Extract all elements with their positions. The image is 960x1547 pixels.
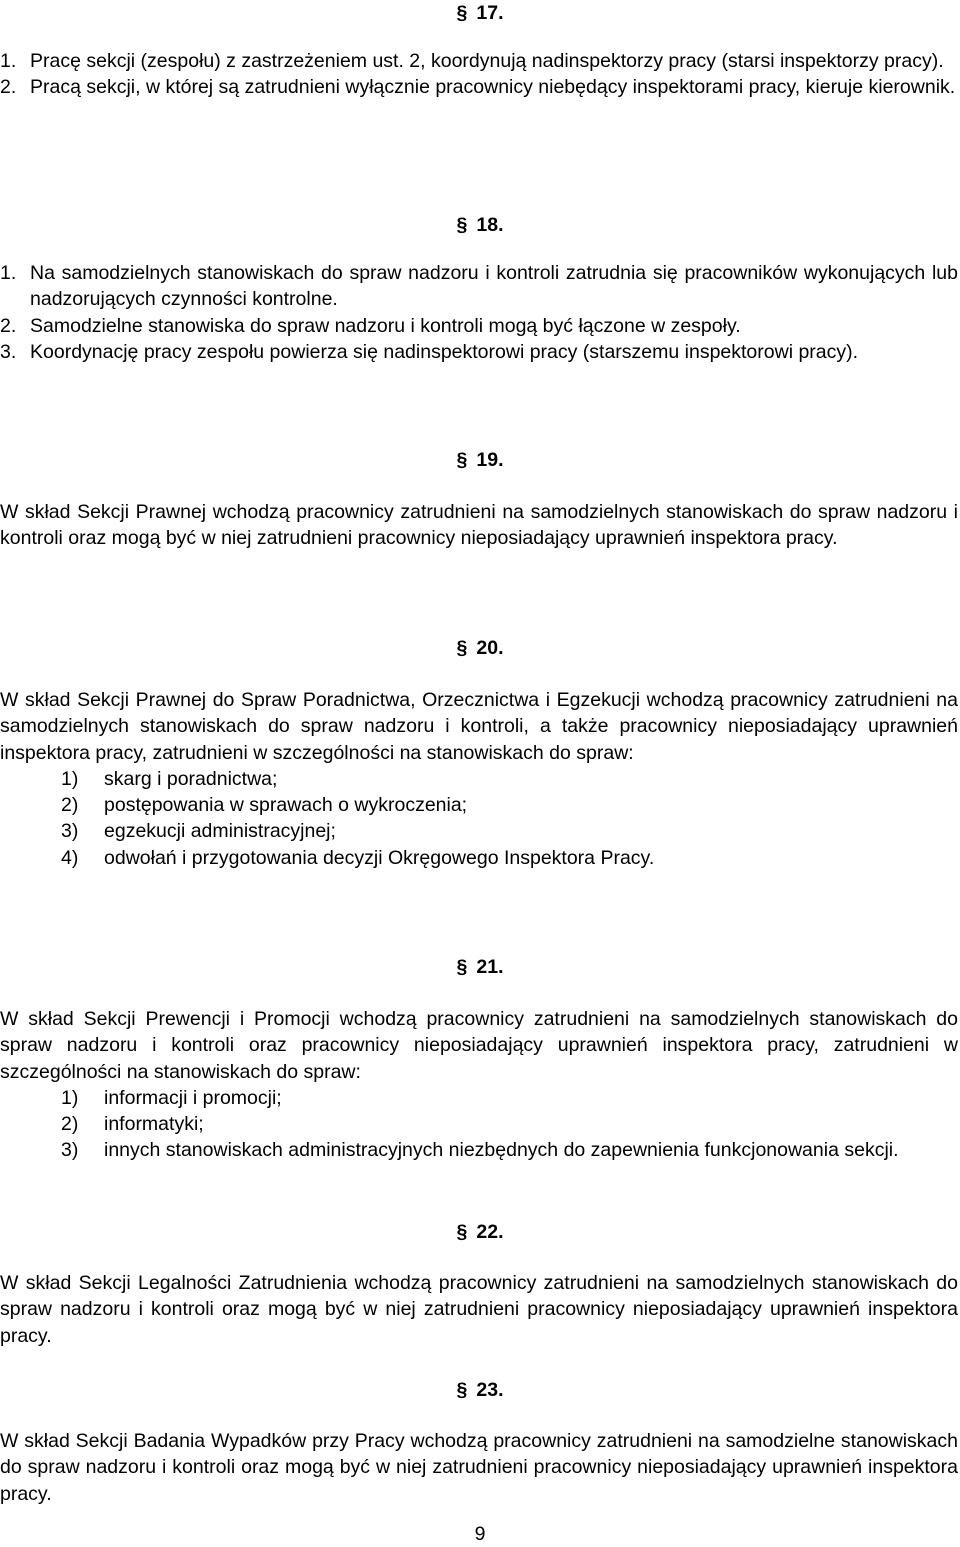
list-item-number: 1)	[61, 1086, 79, 1109]
paragraph-text: Samodzielne stanowiska do spraw nadzoru i kontroli mogą być łączone w zespoły.	[30, 314, 741, 337]
paragraph-text: Na samodzielnych stanowiskach do spraw nadzoru i kontroli zatrudnia się pracowników wykonujących lub nadzorujących czynności kontrolne.	[30, 262, 958, 311]
section-number: 18.	[476, 214, 504, 236]
numbered-paragraph	[0, 339, 958, 365]
paragraph-text: W skład Sekcji Badania Wypadków przy Pracy wchodzą pracownicy zatrudnieni na samodzielne stanowiskach do spraw nadzoru i kontroli oraz mogą być w niej zatrudnieni pracownicy nieposiadający uprawnień inspektora pracy.	[0, 1430, 958, 1505]
section-heading-18	[0, 212, 960, 238]
list-item-text: egzekucji administracyjnej;	[104, 820, 336, 843]
section-number: 22.	[476, 1221, 504, 1243]
section-number: 20.	[476, 637, 504, 659]
numbered-paragraph	[0, 313, 958, 339]
section-heading-20	[0, 635, 960, 661]
section-heading-17	[0, 0, 960, 26]
list-item-number: 2)	[61, 794, 79, 817]
list-item-number: 3)	[61, 1139, 79, 1162]
section-18-body	[0, 260, 958, 365]
list-item	[0, 1085, 958, 1111]
paragraph-text: Pracą sekcji, w której są zatrudnieni wyłącznie pracownicy niebędący inspektorami pracy, kieruje kierownik.	[30, 76, 956, 99]
section-number: 17.	[476, 2, 504, 24]
numbered-paragraph	[0, 260, 958, 313]
list-item	[0, 818, 958, 844]
section-20-body	[0, 687, 958, 871]
list-item-number: 3)	[61, 820, 79, 843]
paragraph-number: 1.	[0, 262, 17, 284]
list-item	[0, 1111, 958, 1137]
list-item	[0, 766, 958, 792]
numbered-paragraph	[0, 74, 958, 100]
section-23-body	[0, 1428, 958, 1507]
list-item-text: informatyki;	[104, 1113, 204, 1136]
section-heading-23	[0, 1377, 960, 1403]
list-item-text: informacji i promocji;	[104, 1086, 282, 1109]
list-item	[0, 1137, 958, 1163]
paragraph-text: W skład Sekcji Prawnej do Spraw Poradnictwa, Orzecznictwa i Egzekucji wchodzą pracownicy zatrudnieni na samodzielnych stanowiskach do spraw nadzoru i kontroli, a także pracownicy nieposiadający uprawnień inspektora pracy, zatrudnieni w szczególności na stanowiskach do spraw:	[0, 689, 958, 764]
list-item	[0, 792, 958, 818]
paragraph-number: 2.	[0, 76, 17, 99]
section-19-body	[0, 499, 958, 552]
section-number: 19.	[476, 449, 504, 471]
section-heading-19	[0, 447, 960, 473]
section-symbol: §	[456, 1221, 468, 1243]
section-number: 21.	[476, 956, 504, 978]
section-symbol: §	[456, 449, 468, 471]
paragraph-text: W skład Sekcji Prawnej wchodzą pracownicy zatrudnieni na samodzielnych stanowiskach do spraw nadzoru i kontroli oraz mogą być w niej zatrudnieni pracownicy nieposiadający uprawnień inspektora pracy.	[0, 501, 958, 550]
list-item-text: odwołań i przygotowania decyzji Okręgowego Inspektora Pracy.	[104, 846, 655, 869]
paragraph-text: Pracę sekcji (zespołu) z zastrzeżeniem ust. 2, koordynują nadinspektorzy pracy (starsi inspektorzy pracy).	[30, 50, 944, 72]
list-item-number: 4)	[61, 846, 79, 869]
section-symbol: §	[456, 956, 468, 978]
list-item-number: 1)	[61, 767, 79, 790]
paragraph-text: W skład Sekcji Prewencji i Promocji wchodzą pracownicy zatrudnieni na samodzielnych stanowiskach do spraw nadzoru i kontroli oraz pracownicy nieposiadający uprawnień inspektora pracy, zatrudnieni w szczególności na stanowiskach do spraw:	[0, 1008, 958, 1083]
section-symbol: §	[456, 637, 468, 659]
list-item	[0, 845, 958, 871]
numbered-paragraph	[0, 48, 958, 74]
list-item-text: skarg i poradnictwa;	[104, 767, 278, 790]
section-17-body	[0, 48, 958, 101]
page-number: 9	[474, 1523, 486, 1545]
list-item-text: postępowania w sprawach o wykroczenia;	[104, 794, 468, 817]
section-heading-22	[0, 1219, 960, 1245]
section-symbol: §	[456, 214, 468, 236]
section-symbol: §	[456, 1379, 468, 1401]
paragraph-number: 1.	[0, 50, 17, 72]
paragraph-number: 2.	[0, 314, 17, 337]
section-symbol: §	[456, 2, 468, 24]
list-item-text: innych stanowiskach administracyjnych niezbędnych do zapewnienia funkcjonowania sekcji.	[104, 1139, 899, 1162]
list-item-number: 2)	[61, 1113, 79, 1136]
paragraph-number: 3.	[0, 340, 17, 363]
paragraph-text: Koordynację pracy zespołu powierza się nadinspektorowi pracy (starszemu inspektorowi pracy).	[30, 340, 859, 363]
paragraph-text: W skład Sekcji Legalności Zatrudnienia wchodzą pracownicy zatrudnieni na samodzielnych stanowiskach do spraw nadzoru i kontroli oraz mogą być w niej zatrudnieni pracownicy nieposiadający uprawnień inspektora pracy.	[0, 1272, 958, 1347]
section-number: 23.	[476, 1379, 504, 1401]
section-21-body	[0, 1006, 958, 1164]
section-heading-21	[0, 954, 960, 980]
section-22-body	[0, 1270, 958, 1349]
